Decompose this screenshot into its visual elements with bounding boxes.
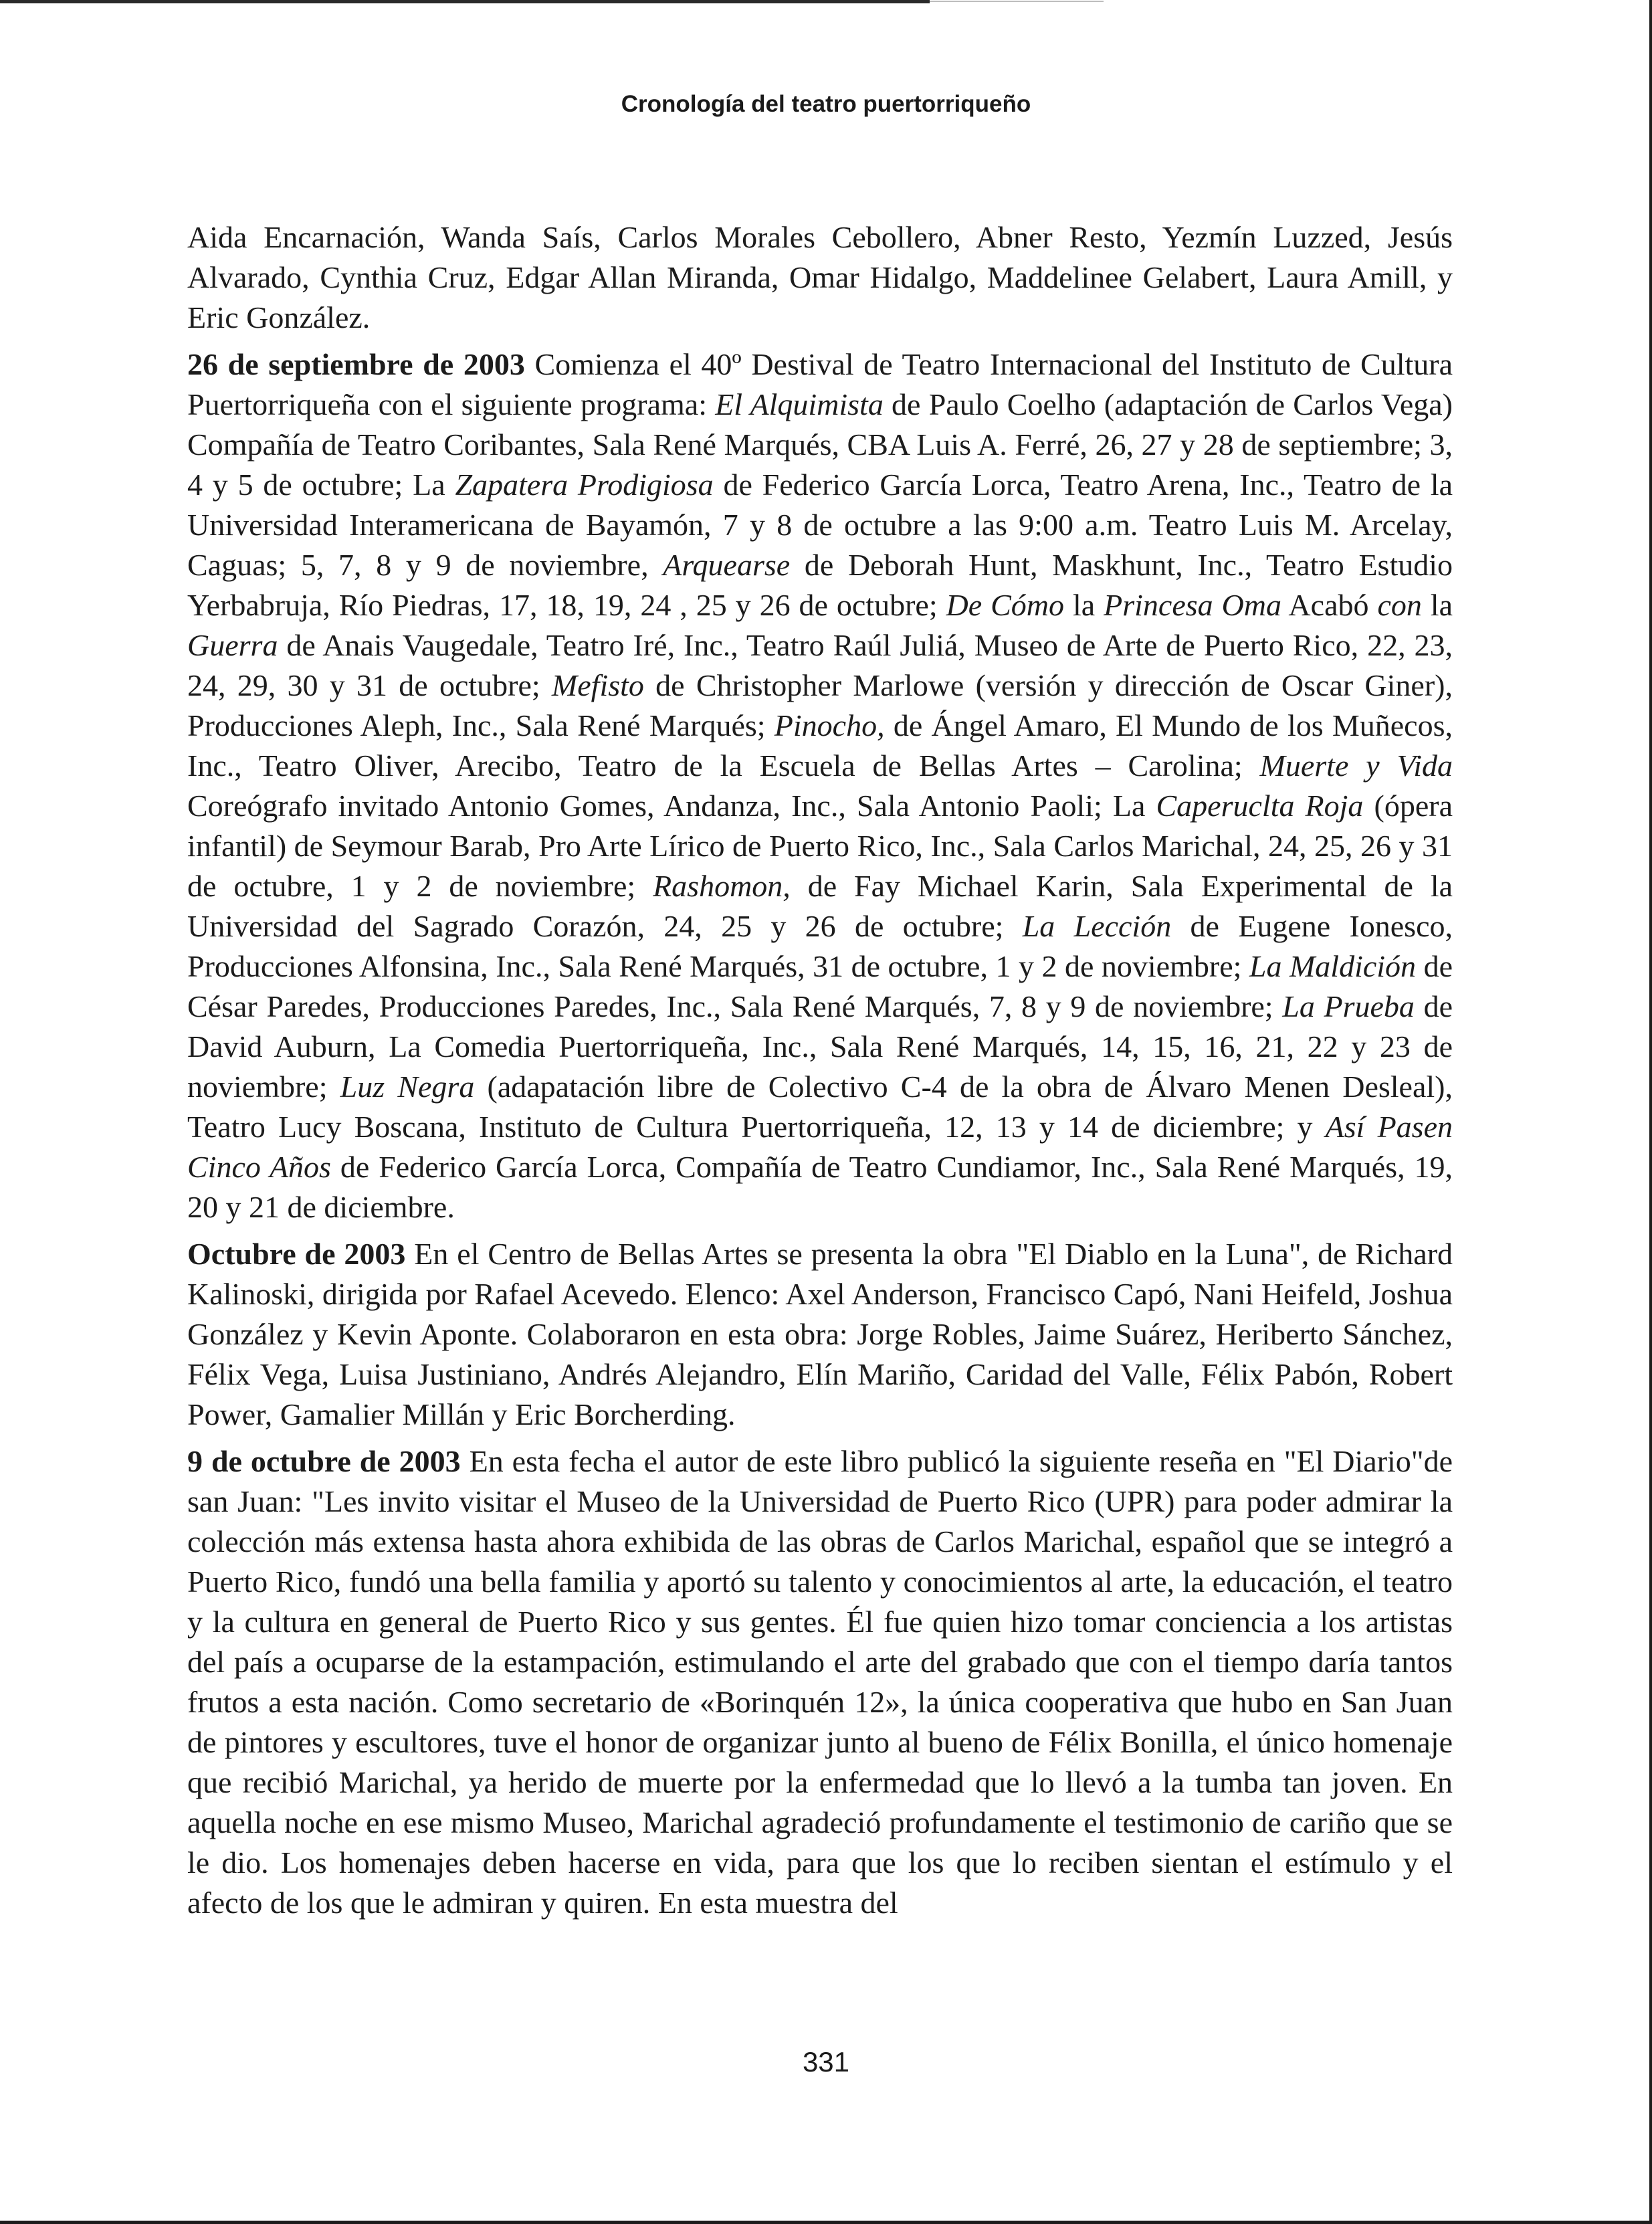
text-run: la — [1064, 588, 1104, 622]
work-title: La Prueba — [1282, 989, 1415, 1023]
text-run: (ópera infantil) de Seymour Barab, Pro Arte Lírico de Puerto Rico, Inc., Sala Carlos Marichal, 24, 25, 26 y 31 de octubre, 1 y 2 de noviembre; — [187, 789, 1453, 903]
work-title: La Lección — [1022, 909, 1172, 943]
work-title: Muerte y Vida — [1259, 748, 1453, 783]
bottom-scan-edge — [0, 2221, 1652, 2224]
right-scan-edge — [1649, 0, 1652, 2224]
work-title: Arquearse — [663, 548, 791, 582]
top-scan-rule — [0, 0, 930, 3]
work-title: De Cómo — [946, 588, 1065, 622]
text-run: Acabó — [1281, 588, 1378, 622]
paragraph-cast-list — [187, 217, 1453, 338]
entry-date: Octubre de 2003 — [187, 1237, 406, 1271]
work-title: Zapatera Prodigiosa — [455, 468, 714, 502]
entry-date: 9 de octubre de 2003 — [187, 1444, 461, 1478]
text-run: de César Paredes, Producciones Paredes, Inc., Sala René Marqués, 7, 8 y 9 de noviembre; — [187, 949, 1453, 1023]
text-run: de Deborah Hunt, Maskhunt, Inc., Teatro Estudio Yerbabruja, Río Piedras, 17, 18, 19, 24 , 25 y 26 de octubre; — [187, 548, 1453, 622]
text-run: de Ángel Amaro, El Mundo de los Muñecos, Inc., Teatro Oliver, Arecibo, Teatro de la Escuela de Bellas Artes – Carolina; — [187, 708, 1453, 783]
text-run: Aida Encarnación, Wanda Saís, Carlos Morales Cebollero, Abner Resto, Yezmín Luzzed, Jesús Alvarado, Cynthia Cruz, Edgar Allan Miranda, Omar Hidalgo, Maddelinee Gelabert, Laura Amill, y Eric González. — [187, 220, 1453, 334]
work-title: Mefisto — [551, 668, 644, 702]
text-run: la — [1421, 588, 1453, 622]
work-title: Pinocho, — [774, 708, 885, 742]
text-run: de Federico García Lorca, Teatro Arena, Inc., Teatro de la Universidad Interamericana de Bayamón, 7 y 8 de octubre a las 9:00 a.m. Teatro Luis M. Arcelay, Caguas; 5, 7, 8 y 9 de noviembre, — [187, 468, 1453, 582]
paragraph-october-2003 — [187, 1234, 1453, 1435]
text-run: de Eugene Ionesco, Producciones Alfonsina, Inc., Sala René Marqués, 31 de octubre, 1 y 2 de noviembre; — [187, 909, 1453, 983]
paragraph-marichal-review — [187, 1441, 1453, 1923]
text-run: de Christopher Marlowe (versión y dirección de Oscar Giner), Producciones Aleph, Inc., Sala René Marqués; — [187, 668, 1453, 742]
work-title: Así Pasen Cinco Años — [187, 1110, 1453, 1184]
text-run: de Paulo Coelho (adaptación de Carlos Vega) Compañía de Teatro Coribantes, Sala René Marqués, CBA Luis A. Ferré, 26, 27 y 28 de septiembre; 3, 4 y 5 de octubre; La — [187, 387, 1453, 502]
paragraph-festival-2003 — [187, 344, 1453, 1227]
text-run: de Anais Vaugedale, Teatro Iré, Inc., Teatro Raúl Juliá, Museo de Arte de Puerto Rico, 22, 23, 24, 29, 30 y 31 de octubre; — [187, 628, 1453, 702]
work-title: Caperuclta Roja — [1156, 789, 1364, 823]
text-run: Comienza el 40º Destival de Teatro Internacional del Instituto de Cultura Puertorriqueña con el siguiente programa: — [187, 347, 1453, 421]
body-text — [187, 217, 1453, 1923]
text-run: En esta fecha el autor de este libro publicó la siguiente reseña en "El Diario"de san Juan: "Les invito visitar el Museo de la Universidad de Puerto Rico (UPR) para poder admirar la colección más extensa hasta ahora exhibida de las obras de Carlos Marichal, español que se integró a Puerto Rico, fundó una bella familia y aportó su talento y conocimientos al arte, la educación, el teatro y la cultura en general de Puerto Rico y sus gentes. Él fue quien hizo tomar conciencia a los artistas del país a ocuparse de la estampación, estimulando el arte del grabado que con el tiempo daría tantos frutos a esta nación. Como secretario de «Borinquén 12», la única cooperativa que hubo en San Juan de pintores y escultores, tuve el honor de organizar junto al bueno de Félix Bonilla, el único homenaje que recibió Marichal, ya herido de muerte por la enfermedad que lo llevó a la tumba tan joven. En aquella noche en ese mismo Museo, Marichal agradeció profundamente el testimonio de cariño que se le dio. Los homenajes deben hacerse en vida, para que los que lo reciben sientan el estímulo y el afecto de los que le admiran y quiren. En esta muestra del — [187, 1444, 1453, 1920]
work-title: con — [1377, 588, 1422, 622]
work-title: Luz Negra — [340, 1070, 475, 1104]
page-number: 331 — [802, 2046, 850, 2078]
text-run: de Federico García Lorca, Compañía de Teatro Cundiamor, Inc., Sala René Marqués, 19, 20 y 21 de diciembre. — [187, 1150, 1453, 1224]
text-run: de Fay Michael Karin, Sala Experimental de la Universidad del Sagrado Corazón, 24, 25 y 26 de octubre; — [187, 869, 1453, 943]
top-scan-rule-fade — [930, 1, 1104, 2]
work-title: Guerra — [187, 628, 278, 662]
work-title: La Maldición — [1249, 949, 1417, 983]
text-run: (adapatación libre de Colectivo C-4 de la obra de Álvaro Menen Desleal), Teatro Lucy Boscana, Instituto de Cultura Puertorriqueña, 12, 13 y 14 de diciembre; y — [187, 1070, 1453, 1144]
work-title: Rashomon, — [653, 869, 791, 903]
work-title: Princesa Oma — [1104, 588, 1282, 622]
work-title: El Alquimista — [715, 387, 884, 421]
text-run: En el Centro de Bellas Artes se presenta la obra "El Diablo en la Luna", de Richard Kalinoski, dirigida por Rafael Acevedo. Elenco: Axel Anderson, Francisco Capó, Nani Heifeld, Joshua González y Kevin Aponte. Colaboraron en esta obra: Jorge Robles, Jaime Suárez, Heriberto Sánchez, Félix Vega, Luisa Justiniano, Andrés Alejandro, Elín Mariño, Caridad del Valle, Félix Pabón, Robert Power, Gamalier Millán y Eric Borcherding. — [187, 1237, 1453, 1431]
text-run: Coreógrafo invitado Antonio Gomes, Andanza, Inc., Sala Antonio Paoli; La — [187, 789, 1156, 823]
running-head: Cronología del teatro puertorriqueño — [621, 91, 1031, 117]
text-run: de David Auburn, La Comedia Puertorriqueña, Inc., Sala René Marqués, 14, 15, 16, 21, 22 y 23 de noviembre; — [187, 989, 1453, 1104]
entry-date: 26 de septiembre de 2003 — [187, 347, 525, 381]
